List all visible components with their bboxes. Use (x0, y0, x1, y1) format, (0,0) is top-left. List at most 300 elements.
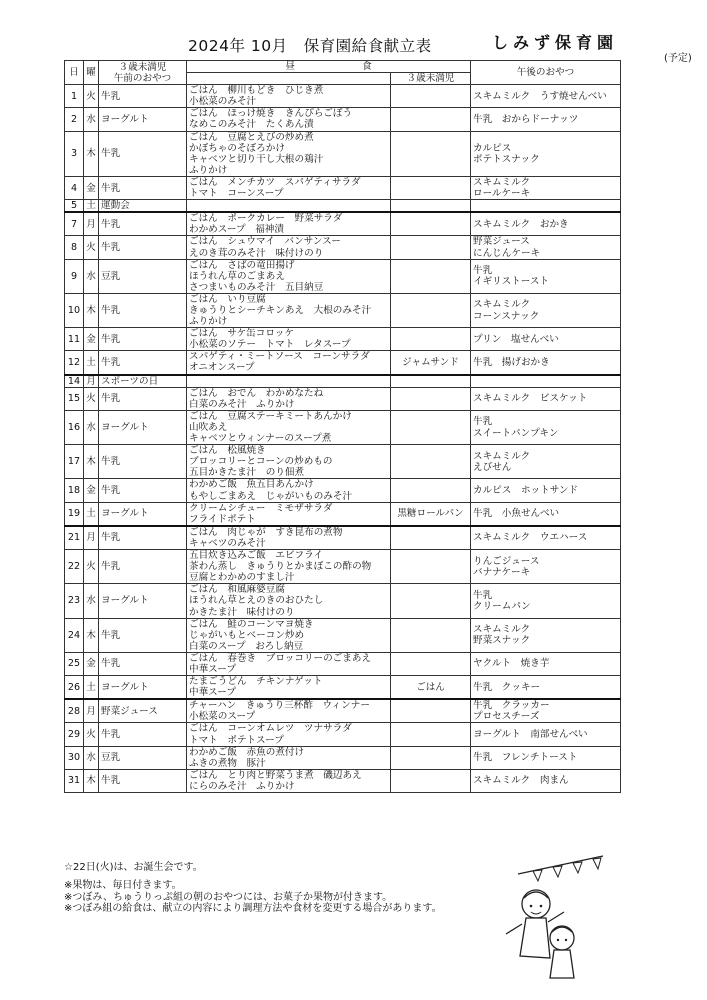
table-row (65, 550, 621, 584)
afternoon-item: ヨーグルト 南部せんべい (473, 729, 588, 741)
lunch-item: 茶わん蒸し きゅうりとかまぼこの酢の物 (189, 561, 372, 573)
afternoon-item: スキムミルク ビスケット (473, 393, 588, 405)
day-cell: 2 (65, 108, 84, 131)
day-cell: 19 (65, 502, 84, 526)
lunch-cell (187, 699, 391, 723)
lunch-cell (187, 526, 391, 550)
lunch-item: 中華スープ (189, 687, 237, 699)
afternoon-snack-cell (471, 502, 621, 526)
lunch-item: たまごうどん チキンナゲット (189, 676, 323, 688)
afternoon-snack-cell (471, 652, 621, 675)
lunch-cell (187, 550, 391, 584)
afternoon-snack-cell (471, 200, 621, 213)
afternoon-snack-cell (471, 676, 621, 700)
col-lunch-main (187, 73, 391, 85)
lunch-item: ごはん 春巻き ブロッコリーのごまあえ (189, 652, 372, 664)
afternoon-snack-cell (471, 618, 621, 652)
morning-snack-cell: スポーツの日 (99, 375, 187, 388)
under3-cell (391, 746, 471, 769)
day-cell: 23 (65, 584, 84, 618)
lunch-cell (187, 618, 391, 652)
lunch-item: フライドポテト (189, 513, 256, 525)
lunch-cell (187, 479, 391, 502)
table-row (65, 85, 621, 108)
under3-cell (391, 618, 471, 652)
afternoon-snack-cell (471, 351, 621, 375)
lunch-item: ごはん メンチカツ スパゲティサラダ (189, 176, 361, 188)
lunch-cell (187, 584, 391, 618)
morning-snack-cell: 牛乳 (99, 769, 187, 792)
afternoon-item: 牛乳 揚げおかき (473, 356, 550, 368)
lunch-item: えのき茸のみそ汁 味付けのり (189, 247, 324, 259)
lunch-cell (187, 676, 391, 700)
lunch-cell (187, 236, 391, 259)
weekday-cell: 土 (84, 200, 99, 213)
lunch-item: ごはん シュウマイ バンサンスー (189, 236, 341, 248)
under3-cell (391, 769, 471, 792)
afternoon-item: スキムミルク (473, 176, 531, 188)
lunch-item: さつまいものみそ汁 五目納豆 (189, 281, 324, 293)
morning-snack-cell: 牛乳 (99, 479, 187, 502)
note-line: ※果物は、毎日付きます。 (64, 880, 182, 891)
morning-snack-cell: 牛乳 (99, 328, 187, 351)
under3-cell (391, 387, 471, 410)
day-cell: 17 (65, 445, 84, 479)
afternoon-snack-cell (471, 293, 621, 327)
lunch-item: ごはん ほっけ焼き きんぴらごぼう (189, 108, 353, 120)
lunch-item: ごはん 豆腐とえびの炒め煮 (189, 131, 314, 143)
morning-snack-cell: 牛乳 (99, 212, 187, 236)
lunch-item: クリームシチュー ミモザサラダ (189, 502, 333, 514)
table-row (65, 351, 621, 375)
col-day: 日 (65, 61, 84, 85)
afternoon-snack-cell (471, 131, 621, 176)
nursery-name: しみず保育園 (492, 33, 619, 52)
afternoon-snack-cell (471, 410, 621, 444)
afternoon-snack-cell (471, 85, 621, 108)
lunch-item: かきたま汁 味付けのり (189, 606, 295, 618)
lunch-item: キャベツのみそ汁 (189, 537, 266, 549)
under3-cell (391, 699, 471, 723)
lunch-cell (187, 652, 391, 675)
weekday-cell: 木 (84, 293, 99, 327)
lunch-item: トマト ポテトスープ (189, 734, 284, 746)
afternoon-snack-cell (471, 479, 621, 502)
lunch-item: ごはん おでん わかめなたね (189, 387, 324, 399)
afternoon-item: スイートパンプキン (473, 427, 559, 439)
morning-snack-cell: 豆乳 (99, 259, 187, 293)
lunch-item: トマト コーンスープ (189, 188, 284, 200)
header-row (65, 61, 621, 73)
afternoon-snack-cell (471, 769, 621, 792)
morning-snack-cell: ヨーグルト (99, 410, 187, 444)
morning-snack-cell: 牛乳 (99, 618, 187, 652)
day-cell: 4 (65, 176, 84, 199)
lunch-item: じゃがいもとベーコン炒め (189, 629, 305, 641)
morning-snack-cell: 牛乳 (99, 387, 187, 410)
table-row (65, 200, 621, 213)
lunch-cell (187, 410, 391, 444)
day-cell: 5 (65, 200, 84, 213)
table-row (65, 526, 621, 550)
table-row (65, 769, 621, 792)
afternoon-snack-cell (471, 746, 621, 769)
afternoon-item: 牛乳 クラッカー (473, 700, 550, 712)
weekday-cell: 火 (84, 387, 99, 410)
afternoon-snack-cell (471, 236, 621, 259)
morning-snack-cell: 牛乳 (99, 652, 187, 675)
weekday-cell: 火 (84, 550, 99, 584)
afternoon-snack-cell (471, 176, 621, 199)
under3-cell: ごはん (391, 676, 471, 700)
table-row (65, 293, 621, 327)
lunch-item: ふりかけ (189, 316, 228, 328)
lunch-cell (187, 445, 391, 479)
menu-body (65, 85, 621, 793)
under3-cell (391, 236, 471, 259)
lunch-cell (187, 176, 391, 199)
lunch-item: ふりかけ (189, 164, 228, 176)
lunch-item: 小松菜のソテー トマト レタスープ (189, 339, 351, 351)
afternoon-item: 牛乳 (473, 416, 493, 428)
morning-snack-cell: 牛乳 (99, 550, 187, 584)
lunch-item: ごはん いり豆腐 (189, 293, 266, 305)
day-cell: 14 (65, 375, 84, 388)
table-row (65, 652, 621, 675)
lunch-item: ブロッコリーとコーンの炒めもの (189, 456, 333, 468)
table-row (65, 746, 621, 769)
table-row (65, 328, 621, 351)
afternoon-item: スキムミルク ウエハース (473, 532, 588, 544)
weekday-cell: 水 (84, 259, 99, 293)
afternoon-snack-cell (471, 723, 621, 746)
weekday-cell: 木 (84, 769, 99, 792)
day-cell: 22 (65, 550, 84, 584)
lunch-item: キャベツとウィンナーのスープ煮 (189, 433, 332, 445)
day-cell: 11 (65, 328, 84, 351)
lunch-cell (187, 328, 391, 351)
under3-cell (391, 176, 471, 199)
lunch-item: ごはん ポークカレー 野菜サラダ (189, 213, 343, 225)
menu-table (64, 60, 621, 793)
notes-block (64, 880, 442, 915)
day-cell: 16 (65, 410, 84, 444)
afternoon-snack-cell (471, 550, 621, 584)
lunch-item: スパゲティ・ミートソース コーンサラダ (189, 351, 370, 363)
morning-snack-cell: 牛乳 (99, 236, 187, 259)
lunch-item: もやしごまあえ じゃがいものみそ汁 (189, 490, 353, 502)
day-cell: 25 (65, 652, 84, 675)
under3-cell (391, 445, 471, 479)
morning-snack-cell: ヨーグルト (99, 676, 187, 700)
weekday-cell: 金 (84, 328, 99, 351)
lunch-item: ごはん 柳川もどき ひじき煮 (189, 85, 324, 97)
morning-snack-cell: ヨーグルト (99, 502, 187, 526)
lunch-item: 小松菜のスープ (189, 711, 256, 723)
day-cell: 10 (65, 293, 84, 327)
under3-cell (391, 723, 471, 746)
table-row (65, 176, 621, 199)
lunch-item: オニオンスープ (189, 362, 255, 374)
morning-snack-cell: 牛乳 (99, 131, 187, 176)
table-row (65, 387, 621, 410)
lunch-item: ごはん 松風焼き (189, 445, 266, 457)
table-row (65, 445, 621, 479)
table-row (65, 502, 621, 526)
under3-cell (391, 526, 471, 550)
morning-snack-cell: 野菜ジュース (99, 699, 187, 723)
lunch-item: ごはん 豆腐ステーキミートあんかけ (189, 410, 352, 422)
page-title: 2024年 10月 保育園給食献立表 (188, 37, 432, 55)
day-cell: 7 (65, 212, 84, 236)
weekday-cell: 土 (84, 676, 99, 700)
under3-cell (391, 200, 471, 213)
lunch-cell (187, 108, 391, 131)
under3-cell (391, 259, 471, 293)
afternoon-item: ロールケーキ (473, 188, 531, 200)
afternoon-item: 牛乳 フレンチトースト (473, 752, 578, 764)
lunch-cell (187, 723, 391, 746)
table-row (65, 479, 621, 502)
afternoon-item: 牛乳 (473, 265, 493, 277)
afternoon-item: クリームパン (473, 600, 531, 612)
col-lunch: 昼 食 (187, 61, 471, 73)
lunch-item: きゅうりとシーチキンあえ 大根のみそ汁 (189, 305, 372, 316)
lunch-item: ごはん とり肉と野菜うま煮 磯辺あえ (189, 769, 362, 781)
planned-label: (予定) (664, 53, 692, 64)
weekday-cell: 火 (84, 723, 99, 746)
children-illustration (498, 846, 608, 986)
afternoon-item: 牛乳 クッキー (473, 681, 541, 693)
weekday-cell: 木 (84, 618, 99, 652)
lunch-item: かぼちゃのそぼろかけ (189, 142, 285, 154)
lunch-cell (187, 746, 391, 769)
under3-cell (391, 131, 471, 176)
weekday-cell: 水 (84, 108, 99, 131)
afternoon-item: スキムミルク (473, 624, 531, 636)
lunch-cell (187, 200, 391, 213)
weekday-cell: 火 (84, 236, 99, 259)
weekday-cell: 金 (84, 652, 99, 675)
lunch-item: キャベツと切り干し大根の鶏汁 (189, 153, 324, 165)
afternoon-item: 野菜ジュース (473, 236, 530, 248)
lunch-cell (187, 131, 391, 176)
lunch-item: ごはん 和風麻婆豆腐 (189, 584, 285, 596)
day-cell: 18 (65, 479, 84, 502)
afternoon-snack-cell (471, 699, 621, 723)
lunch-item: 小松菜のみそ汁 (189, 96, 257, 108)
afternoon-item: スキムミルク 肉まん (473, 775, 569, 787)
day-cell: 30 (65, 746, 84, 769)
afternoon-snack-cell (471, 445, 621, 479)
under3-cell (391, 550, 471, 584)
afternoon-item: 牛乳 おからドーナッツ (473, 113, 579, 125)
table-row (65, 410, 621, 444)
morning-snack-cell: 牛乳 (99, 445, 187, 479)
morning-snack-cell: 牛乳 (99, 526, 187, 550)
afternoon-snack-cell (471, 212, 621, 236)
lunch-cell (187, 387, 391, 410)
afternoon-item: 牛乳 (473, 589, 493, 601)
lunch-cell (187, 375, 391, 388)
table-row (65, 212, 621, 236)
weekday-cell: 月 (84, 375, 99, 388)
morning-snack-cell: 牛乳 (99, 176, 187, 199)
lunch-item: ごはん 鮭のコーンマヨ焼き (189, 618, 314, 630)
day-cell: 21 (65, 526, 84, 550)
afternoon-item: りんごジュース (473, 555, 540, 567)
afternoon-snack-cell (471, 526, 621, 550)
lunch-item: 五目炊き込みご飯 エビフライ (189, 550, 324, 562)
lunch-item: 五目かきたま汁 のり佃煮 (189, 467, 305, 479)
lunch-item: ごはん コーンオムレツ ツナサラダ (189, 723, 352, 735)
lunch-item: 白菜のスープ おろし納豆 (189, 640, 304, 652)
table-row (65, 236, 621, 259)
afternoon-item: にんじんケーキ (473, 247, 541, 259)
lunch-cell (187, 85, 391, 108)
day-cell: 3 (65, 131, 84, 176)
lunch-cell (187, 769, 391, 792)
under3-cell (391, 375, 471, 388)
lunch-item: なめこのみそ汁 たくあん漬 (189, 119, 314, 131)
day-cell: 26 (65, 676, 84, 700)
under3-cell (391, 108, 471, 131)
weekday-cell: 月 (84, 526, 99, 550)
under3-cell (391, 652, 471, 675)
day-cell: 29 (65, 723, 84, 746)
day-cell: 9 (65, 259, 84, 293)
lunch-item: 山吹あえ (189, 421, 228, 433)
day-cell: 24 (65, 618, 84, 652)
table-row (65, 584, 621, 618)
table-row (65, 108, 621, 131)
afternoon-snack-cell (471, 259, 621, 293)
day-cell: 1 (65, 85, 84, 108)
afternoon-item: プロセスチーズ (473, 711, 540, 723)
afternoon-item: ヤクルト 焼き芋 (473, 658, 550, 670)
afternoon-item: カルピス (473, 142, 512, 154)
weekday-cell: 火 (84, 85, 99, 108)
lunch-item: わかめご飯 魚五目あんかけ (189, 479, 314, 491)
afternoon-item: ポテトスナック (473, 153, 540, 165)
col-morning-snack-label: ３歳未満児 午前のおやつ (113, 61, 172, 84)
lunch-cell (187, 293, 391, 327)
afternoon-item: プリン 塩せんべい (473, 333, 559, 345)
lunch-cell (187, 351, 391, 375)
morning-snack-cell: 豆乳 (99, 746, 187, 769)
table-row (65, 131, 621, 176)
day-cell: 28 (65, 699, 84, 723)
morning-snack-cell: ヨーグルト (99, 584, 187, 618)
lunch-item: ごはん さばの竜田揚げ (189, 259, 295, 271)
weekday-cell: 月 (84, 699, 99, 723)
lunch-item: ふきの煮物 豚汁 (189, 757, 266, 769)
afternoon-item: スキムミルク (473, 299, 531, 311)
under3-cell (391, 293, 471, 327)
weekday-cell: 水 (84, 410, 99, 444)
afternoon-snack-cell (471, 387, 621, 410)
morning-snack-cell: 運動会 (99, 200, 187, 213)
afternoon-item: 野菜スナック (473, 635, 531, 647)
day-cell: 8 (65, 236, 84, 259)
table-row (65, 676, 621, 700)
lunch-item: ほうれん草のごまあえ (189, 270, 285, 282)
under3-cell (391, 410, 471, 444)
under3-cell: ジャムサンド (391, 351, 471, 375)
weekday-cell: 土 (84, 351, 99, 375)
col-morning-snack (99, 61, 187, 85)
under3-cell (391, 584, 471, 618)
weekday-cell: 水 (84, 584, 99, 618)
lunch-cell (187, 259, 391, 293)
weekday-cell: 月 (84, 212, 99, 236)
morning-snack-cell: 牛乳 (99, 293, 187, 327)
afternoon-snack-cell (471, 375, 621, 388)
lunch-cell (187, 212, 391, 236)
table-row (65, 723, 621, 746)
weekday-cell: 水 (84, 746, 99, 769)
afternoon-snack-cell (471, 584, 621, 618)
under3-cell (391, 85, 471, 108)
lunch-item: ごはん サケ缶コロッケ (189, 328, 294, 340)
table-row (65, 375, 621, 388)
lunch-item: チャーハン きゅうり三杯酢 ウィンナー (189, 700, 370, 712)
weekday-cell: 金 (84, 479, 99, 502)
weekday-cell: 土 (84, 502, 99, 526)
lunch-item: 豆腐とわかめのすまし汁 (189, 572, 295, 584)
under3-cell (391, 479, 471, 502)
afternoon-item: 牛乳 小魚せんべい (473, 508, 560, 520)
under3-cell: 黒糖ロールパン (391, 502, 471, 526)
morning-snack-cell: 牛乳 (99, 351, 187, 375)
day-cell: 12 (65, 351, 84, 375)
afternoon-item: カルピス ホットサンド (473, 485, 579, 496)
lunch-item: 白菜のみそ汁 ふりかけ (189, 398, 295, 410)
afternoon-item: スキムミルク (473, 450, 531, 462)
col-under3: ３歳未満児 (391, 73, 471, 85)
table-row (65, 618, 621, 652)
lunch-cell (187, 502, 391, 526)
morning-snack-cell: ヨーグルト (99, 108, 187, 131)
day-cell: 15 (65, 387, 84, 410)
afternoon-snack-cell (471, 328, 621, 351)
afternoon-item: コーンスナック (473, 310, 540, 322)
note-line: ※つぼみ組の給食は、献立の内容により調理方法や食材を変更する場合があります。 (64, 903, 442, 914)
afternoon-item: スキムミルク うす焼せんべい (473, 90, 607, 102)
col-weekday: 曜 (84, 61, 99, 85)
morning-snack-cell: 牛乳 (99, 723, 187, 746)
weekday-cell: 木 (84, 131, 99, 176)
lunch-item: にらのみそ汁 ふりかけ (189, 780, 295, 792)
birthday-note: ☆22日(火)は、お誕生会です。 (64, 862, 203, 873)
note-line: ※つぼみ、ちゅうりっぷ組の朝のおやつには、お菓子か果物が付きます。 (64, 891, 393, 903)
lunch-item: ごはん 肉じゃが すき昆布の煮物 (189, 526, 343, 538)
col-afternoon-snack: 午後のおやつ (471, 61, 621, 85)
morning-snack-cell: 牛乳 (99, 85, 187, 108)
day-cell: 31 (65, 769, 84, 792)
afternoon-item: イギリストースト (473, 276, 550, 288)
lunch-item: 中華スープ (189, 664, 237, 675)
afternoon-snack-cell (471, 108, 621, 131)
weekday-cell: 金 (84, 176, 99, 199)
table-row (65, 259, 621, 293)
lunch-item: わかめスープ 福神漬 (189, 224, 284, 236)
under3-cell (391, 328, 471, 351)
afternoon-item: スキムミルク おかき (473, 218, 569, 230)
lunch-item: わかめご飯 赤魚の煮付け (189, 746, 305, 758)
under3-cell (391, 212, 471, 236)
afternoon-item: バナナケーキ (473, 566, 531, 578)
